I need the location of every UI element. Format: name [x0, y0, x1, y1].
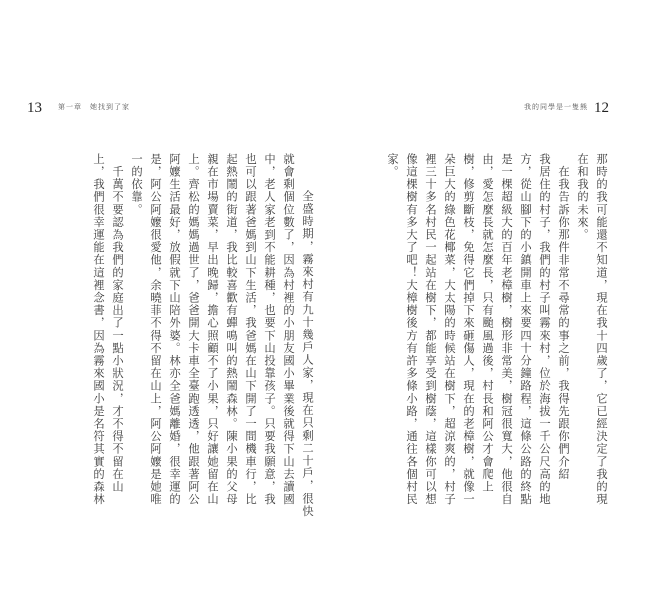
- running-head: 第一章 她找到了家: [58, 103, 130, 111]
- text-column: 千萬不要認為我們的家庭出了一點小狀況，才不得不留在山: [111, 153, 124, 494]
- text-column: 裡三十多名村民一起站在樹下，都能享受到樹蔭，這樣你可以想: [424, 153, 437, 506]
- text-column: 在和我的未來。: [576, 153, 589, 242]
- left-page: [0, 0, 327, 609]
- right-page: [328, 0, 655, 609]
- text-column: 也可以跟著爸媽到山下生活，我爸媽在山下開了一間機車行，比: [244, 153, 257, 506]
- text-column: 那時的我可能還不知道，現在我十四歲了，它已經決定了我的現: [595, 153, 608, 506]
- text-column: 是一棵超級大的百年老樟樹，樹形非常美，樹冠很寬大，他很自: [500, 153, 513, 506]
- text-column: 家。: [386, 153, 399, 179]
- text-column: 上，我們很幸運能在這裡念書，因為霧來國小是名符其實的森林: [92, 153, 105, 506]
- page-number: 12: [594, 100, 609, 116]
- running-head: 我的同學是一隻熊: [524, 103, 588, 111]
- text-column: 方，從山腳下的小鎮開車上來要四十分鐘路程，這條公路的終點: [519, 153, 532, 506]
- text-column: 起熱鬧的街道，我比較喜歡有蟬鳴叫的熱鬧森林。陳小果的父母: [225, 153, 238, 506]
- text-column: 阿嬤生活最好，放假就下山陪外婆。林亦全爸媽離婚，很幸運的: [168, 153, 181, 506]
- text-column: 是，阿公阿嬤很愛他，余曉菲不得不留在山上，阿公阿嬤是她唯: [149, 153, 162, 506]
- text-column: 就會剩個位數了，因為村裡的小朋友國小畢業後就得下山去讀國: [282, 153, 295, 506]
- text-column: 樹，修剪斷枝，免得它們掉下來砸傷人，現在的老樟樹，就像一: [462, 153, 475, 506]
- page-number: 13: [27, 100, 42, 116]
- text-column: 我居住的村子，我們的村子叫霧來村，位於海拔一千公尺高的地: [538, 153, 551, 506]
- text-column: 朵巨大的綠色花椰菜，大太陽的時候站在樹下，超涼爽的，村子: [443, 153, 456, 506]
- text-column: 由，愛怎麼長就怎麼長，只有颱風過後，村長和阿公才會爬上: [481, 153, 494, 494]
- text-column: 一的依靠。: [130, 153, 143, 216]
- text-column: 像這棵樹有多大了吧！大樟樹後方有許多條小路，通往各個村民: [405, 153, 418, 506]
- text-column: 上。齊松的媽媽過世了，爸爸開大卡車全臺跑透透，他跟著阿公: [187, 153, 200, 506]
- text-column: 全盛時期，霧來村有九十幾戶人家，現在只剩二十戶，很快: [301, 190, 314, 518]
- text-column: 在我告訴你那件非常不尋常的事之前，我得先跟你們介紹: [557, 153, 570, 481]
- text-column: 中，老人家老到不能耕種，也要下山投靠孩子。只要我願意，我: [263, 153, 276, 506]
- text-column: 親在市場賣菜，早出晚歸，擔心照顧不了小果，只好讓她留在山: [206, 153, 219, 506]
